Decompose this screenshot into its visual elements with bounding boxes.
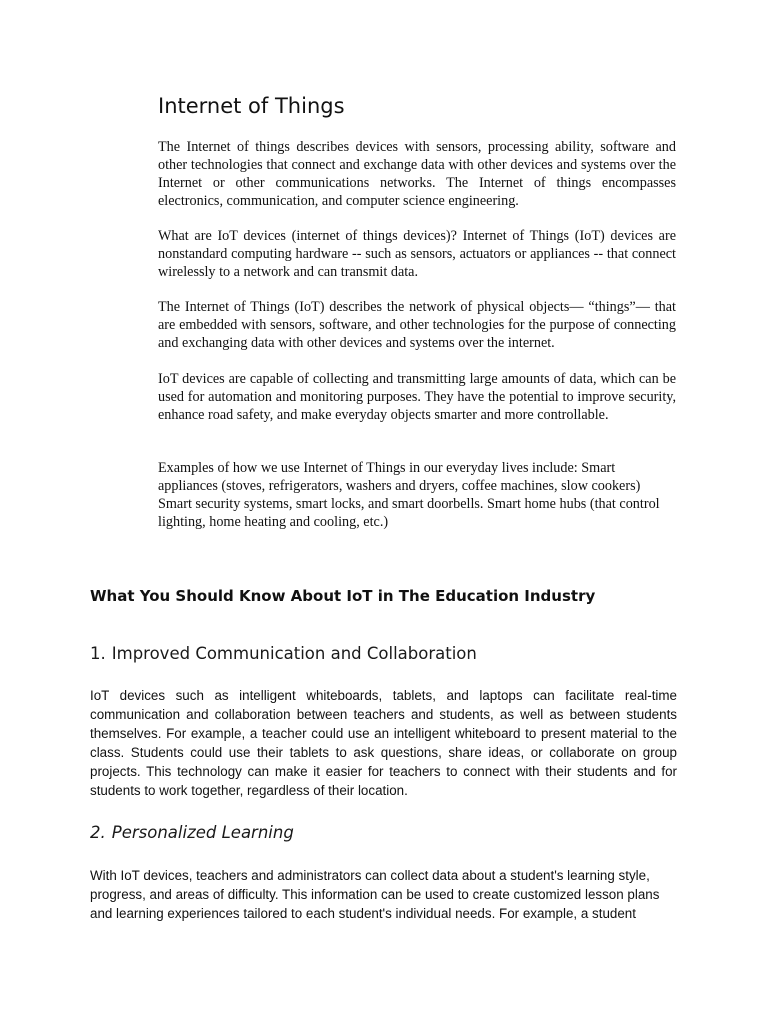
- intro-paragraph-5: Examples of how we use Internet of Things in our everyday lives include: Smart appliances (stoves, refrigerators, washers and dryers, coffee machines, slow cookers) Smart security systems, smart locks, and smart doorbells. Smart home hubs (that control lighting, home heating and cooling, etc.): [158, 460, 660, 530]
- intro-paragraph-1: The Internet of things describes devices with sensors, processing ability, software and other technologies that connect and exchange data with other devices and systems over the Internet or other communications networks. The Internet of things encompasses electronics, communication, and computer science engineering.: [158, 139, 676, 209]
- section-title-2: Personalized Learning: [111, 823, 294, 842]
- section-title-1: Improved Communication and Collaboration: [111, 644, 477, 663]
- section-number-1: 1.: [90, 644, 106, 663]
- education-heading: What You Should Know About IoT in The Education Industry: [90, 587, 596, 605]
- section-heading-2: [90, 822, 294, 844]
- section-heading-1: [90, 643, 477, 665]
- section-number-2: 2.: [90, 823, 106, 842]
- section-body-2: With IoT devices, teachers and administrators can collect data about a student's learning style, progress, and areas of difficulty. This information can be used to create customized lesson plans and learning experiences tailored to each student's individual needs. For example, a student: [90, 868, 660, 921]
- intro-paragraph-4: IoT devices are capable of collecting and transmitting large amounts of data, which can be used for automation and monitoring purposes. They have the potential to improve security, enhance road safety, and make everyday objects smarter and more controllable.: [158, 371, 676, 423]
- intro-paragraph-3: The Internet of Things (IoT) describes the network of physical objects— “things”— that are embedded with sensors, software, and other technologies for the purpose of connecting and exchanging data with other devices and systems over the internet.: [158, 299, 676, 351]
- page-title: Internet of Things: [158, 94, 345, 118]
- intro-paragraph-2: What are IoT devices (internet of things devices)? Internet of Things (IoT) devices are nonstandard computing hardware -- such as sensors, actuators or appliances -- that connect wirelessly to a network and can transmit data.: [158, 228, 676, 280]
- section-body-1: IoT devices such as intelligent whiteboards, tablets, and laptops can facilitate real-time communication and collaboration between teachers and students, as well as between students themselves. For example, a teacher could use an intelligent whiteboard to present material to the class. Students could use their tablets to ask questions, share ideas, or collaborate on group projects. This technology can make it easier for teachers to connect with their students and for students to work together, regardless of their location.: [90, 688, 677, 798]
